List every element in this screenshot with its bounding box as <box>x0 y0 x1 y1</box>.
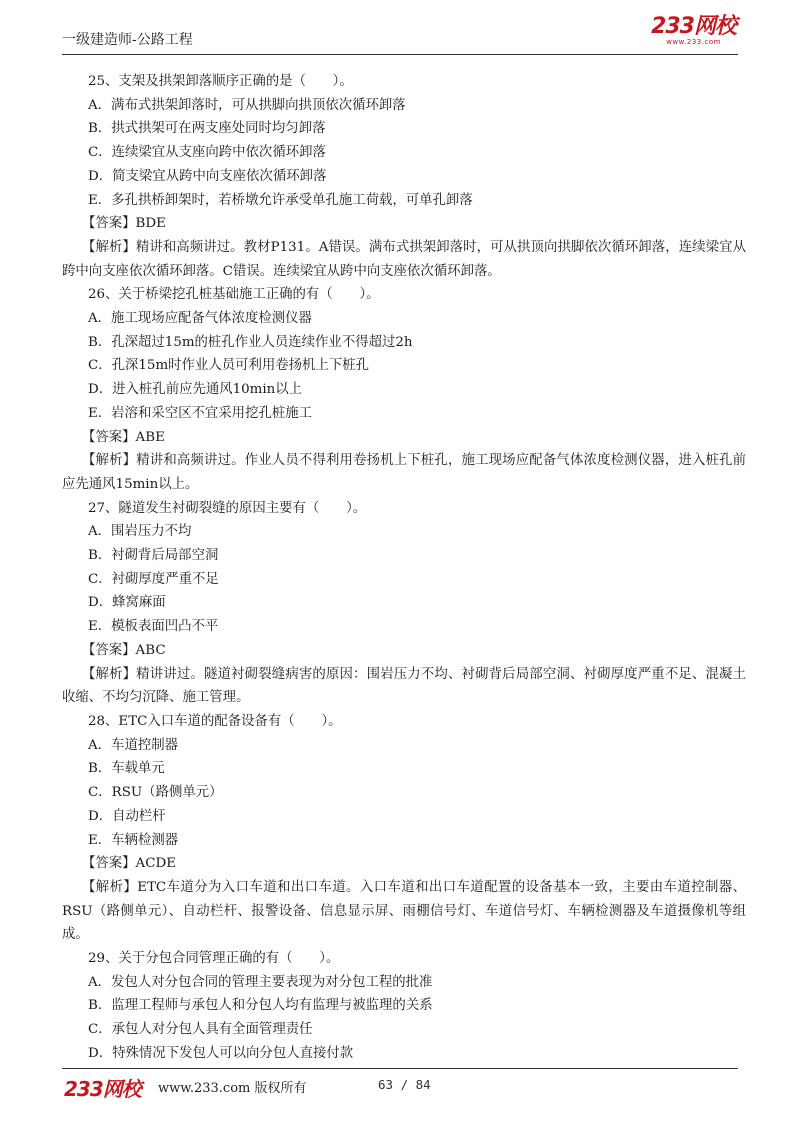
option-b: B．拱式拱架可在两支座处同时均匀卸落 <box>88 121 326 137</box>
page-number: 63 / 84 <box>378 1077 431 1092</box>
question-stem: 28、ETC入口车道的配备设备有（ ）。 <box>88 713 342 729</box>
question-stem: 25、支架及拱架卸落顺序正确的是（ ）。 <box>88 74 353 89</box>
answer: 【答案】ABC <box>82 642 166 658</box>
option-d: D．蜂窝麻面 <box>88 595 166 611</box>
question-stem: 26、关于桥梁挖孔桩基础施工正确的有（ ）。 <box>88 287 380 303</box>
question-stem: 27、隧道发生衬砌裂缝的原因主要有（ ）。 <box>88 500 367 516</box>
brand-logo[interactable] <box>651 14 736 46</box>
answer: 【答案】BDE <box>82 216 166 232</box>
question-stem: 29、关于分包合同管理正确的有（ ）。 <box>88 951 340 967</box>
option-a: A．车道控制器 <box>88 737 179 753</box>
option-e: E．岩溶和采空区不宜采用挖孔桩施工 <box>88 405 313 421</box>
option-c: C．连续梁宜从支座向跨中依次循环卸落 <box>88 145 326 161</box>
option-b: B．孔深超过15m的桩孔作业人员连续作业不得超过2h <box>88 334 413 350</box>
answer: 【答案】ABE <box>82 429 165 445</box>
option-b: B．车载单元 <box>88 761 165 777</box>
option-a: A．发包人对分包合同的管理主要表现为对分包工程的批准 <box>88 974 433 990</box>
analysis: 【解析】精讲和高频讲过。教材P131。A错误。满布式拱架卸落时，可从拱顶向拱脚依次循环卸落，连续梁宜从跨中向支座依次循环卸落。C错误。连续梁宜从跨中向支座依次循环卸落。 <box>62 239 746 279</box>
header-divider <box>62 54 738 55</box>
option-a: A．满布式拱架卸落时，可从拱脚向拱顶依次循环卸落 <box>88 97 406 113</box>
logo-text: 233网校 <box>651 14 736 39</box>
option-c: C．衬砌厚度严重不足 <box>88 571 219 587</box>
answer: 【答案】ACDE <box>82 856 176 872</box>
footer-divider <box>62 1068 738 1069</box>
option-e: E．模板表面凹凸不平 <box>88 619 219 635</box>
document-body <box>62 70 746 1066</box>
option-a: A．施工现场应配备气体浓度检测仪器 <box>88 311 312 327</box>
footer-copyright: www.233.com 版权所有 <box>158 1081 307 1096</box>
analysis: 【解析】精讲和高频讲过。作业人员不得利用卷扬机上下桩孔，施工现场应配备气体浓度检测仪器，进入桩孔前应先通风15min以上。 <box>62 453 746 492</box>
option-b: B．监理工程师与承包人和分包人均有监理与被监理的关系 <box>88 998 433 1014</box>
option-c: C．RSU（路侧单元） <box>88 785 223 801</box>
option-c: C．承包人对分包人具有全面管理责任 <box>88 1022 313 1038</box>
option-d: D．进入桩孔前应先通风10min以上 <box>88 382 303 398</box>
option-d: D．简支梁宜从跨中向支座依次循环卸落 <box>88 168 327 184</box>
footer-logo[interactable]: 233网校 <box>64 1077 141 1101</box>
option-b: B．衬砌背后局部空洞 <box>88 548 219 564</box>
analysis: 【解析】精讲讲过。隧道衬砌裂缝病害的原因：围岩压力不均、衬砌背后局部空洞、衬砌厚度严重不足、混凝土收缩、不均匀沉降、施工管理。 <box>62 666 746 706</box>
option-e: E．车辆检测器 <box>88 832 179 848</box>
header-title: 一级建造师-公路工程 <box>62 32 193 48</box>
option-a: A．围岩压力不均 <box>88 524 192 540</box>
option-d: D．自动栏杆 <box>88 808 166 824</box>
analysis: 【解析】ETC车道分为入口车道和出口车道。入口车道和出口车道配置的设备基本一致，主要由车道控制器、RSU（路侧单元）、自动栏杆、报警设备、信息显示屏、雨棚信号灯、车道信号灯、车辆检测器及车道摄像机等组成。 <box>62 879 746 943</box>
logo-url: www.233.com <box>666 38 721 46</box>
option-c: C．孔深15m时作业人员可利用卷扬机上下桩孔 <box>88 358 370 374</box>
option-e: E．多孔拱桥卸架时，若桥墩允许承受单孔施工荷载，可单孔卸落 <box>88 192 473 208</box>
option-d: D．特殊情况下发包人可以向分包人直接付款 <box>88 1045 354 1061</box>
